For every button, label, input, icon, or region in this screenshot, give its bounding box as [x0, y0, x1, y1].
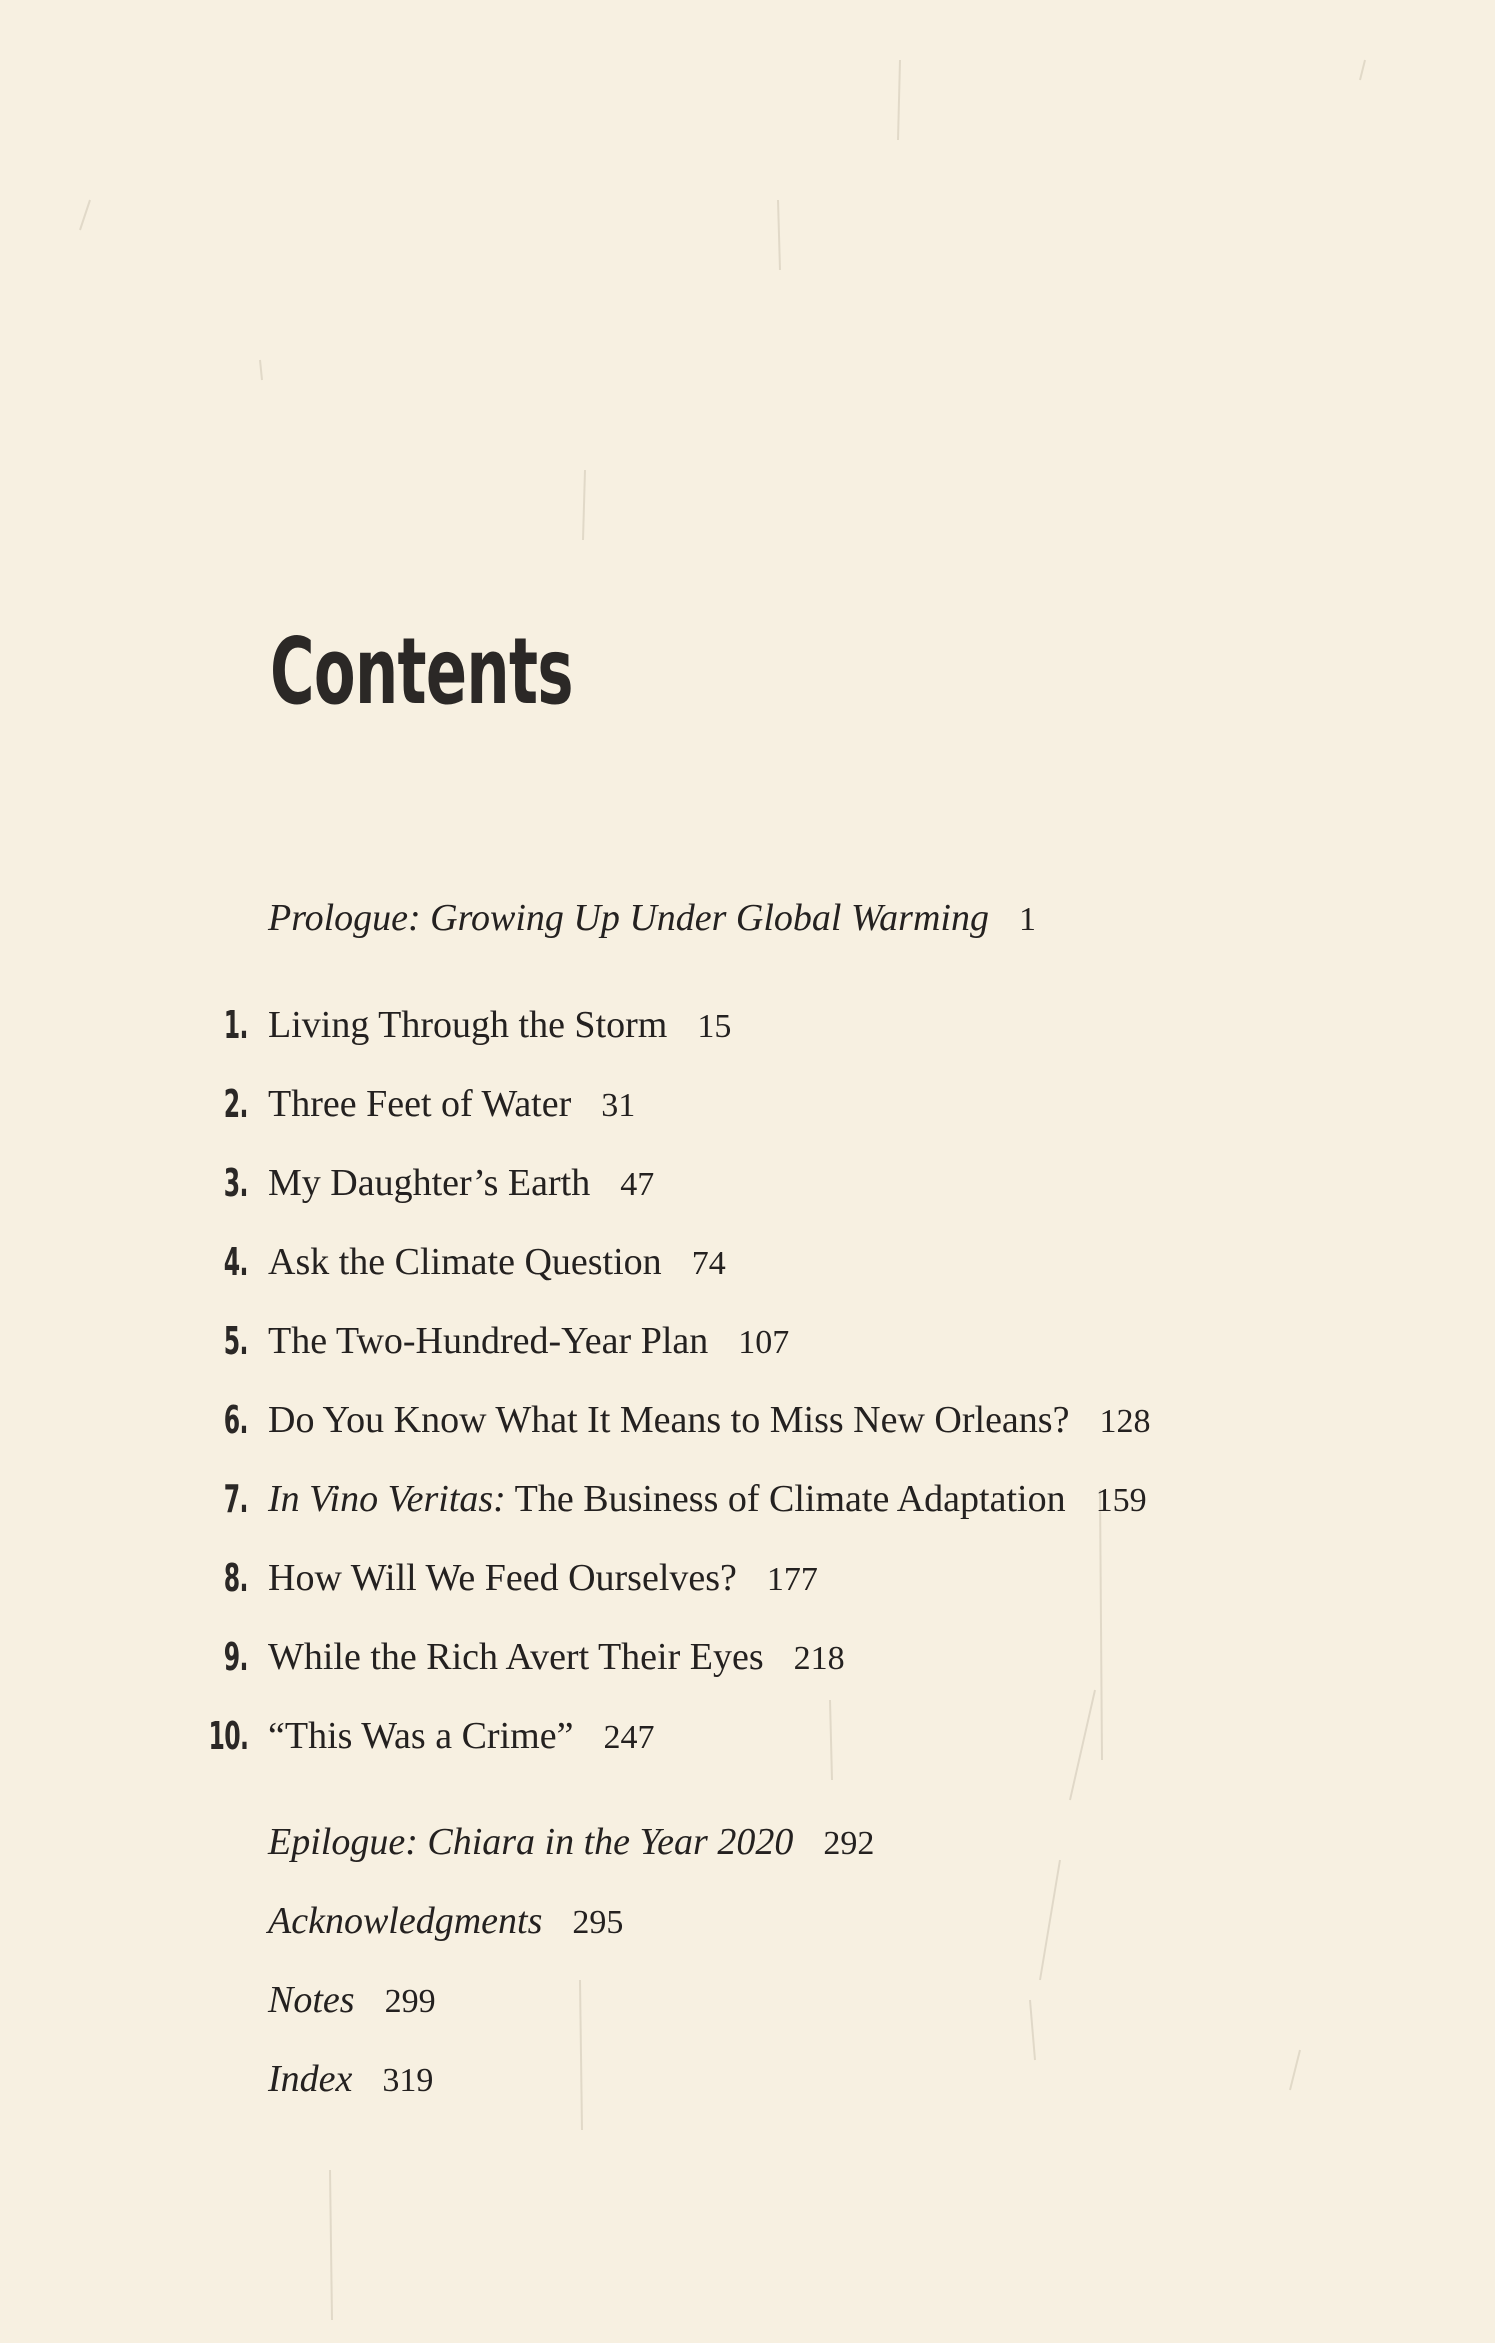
toc-entry-page: 47: [620, 1166, 655, 1203]
toc-entry-chapter-6[interactable]: [0, 1396, 1495, 1456]
toc-entry-title: “This Was a Crime” 247: [268, 1715, 655, 1757]
chapter-number: 4.: [223, 1240, 248, 1284]
toc-entry-index[interactable]: [0, 2055, 1495, 2115]
toc-entry-page: 107: [738, 1324, 790, 1361]
chapter-number: 9.: [223, 1635, 248, 1679]
toc-entry-title: Epilogue: Chiara in the Year 2020 292: [268, 1821, 875, 1863]
toc-entry-title: While the Rich Avert Their Eyes 218: [268, 1636, 845, 1678]
toc-entry-title: How Will We Feed Ourselves? 177: [268, 1557, 818, 1599]
chapter-number: 10.: [208, 1714, 248, 1758]
toc-entry-title: Acknowledgments 295: [268, 1900, 624, 1942]
toc-entry-chapter-1[interactable]: [0, 1001, 1495, 1061]
page-title: Contents: [270, 618, 573, 725]
chapter-number: 6.: [223, 1398, 248, 1442]
toc-entry-title: Do You Know What It Means to Miss New Orleans? 128: [268, 1399, 1151, 1441]
toc-entry-notes[interactable]: [0, 1976, 1495, 2036]
toc-entry-page: 247: [603, 1719, 655, 1756]
toc-entry-title: Ask the Climate Question 74: [268, 1241, 726, 1283]
toc-entry-chapter-5[interactable]: [0, 1317, 1495, 1377]
toc-entry-title: Prologue: Growing Up Under Global Warming 1: [268, 897, 1036, 939]
toc-entry-title: Notes 299: [268, 1979, 436, 2021]
chapter-number: 1.: [223, 1003, 248, 1047]
toc-entry-chapter-4[interactable]: [0, 1238, 1495, 1298]
chapter-number: 5.: [223, 1319, 248, 1363]
chapter-number: 2.: [223, 1082, 248, 1126]
toc-entry-page: 15: [697, 1008, 732, 1045]
toc-entry-page: 177: [766, 1561, 818, 1598]
toc-entry-chapter-9[interactable]: [0, 1633, 1495, 1693]
toc-entry-prologue[interactable]: [0, 894, 1495, 954]
toc-entry-page: 299: [384, 1983, 436, 2020]
toc-entry-title: Three Feet of Water 31: [268, 1083, 636, 1125]
toc-entry-page: 159: [1095, 1482, 1147, 1519]
toc-entry-page: 128: [1099, 1403, 1151, 1440]
toc-entry-page: 295: [572, 1904, 624, 1941]
toc-entry-page: 319: [382, 2062, 434, 2099]
toc-entry-title: My Daughter’s Earth 47: [268, 1162, 655, 1204]
chapter-number: 7.: [223, 1477, 248, 1521]
chapter-number: 3.: [223, 1161, 248, 1205]
chapter-number: 8.: [223, 1556, 248, 1600]
toc-entry-title: In Vino Veritas: The Business of Climate Adaptation 159: [268, 1478, 1147, 1520]
toc-entry-page: 74: [691, 1245, 726, 1282]
toc-entry-chapter-10[interactable]: [0, 1712, 1495, 1772]
toc-entry-page: 292: [823, 1825, 875, 1862]
toc-entry-epilogue[interactable]: [0, 1818, 1495, 1878]
toc-entry-chapter-2[interactable]: [0, 1080, 1495, 1140]
toc-entry-title: Living Through the Storm 15: [268, 1004, 732, 1046]
toc-entry-chapter-7[interactable]: [0, 1475, 1495, 1535]
toc-entry-page: 1: [1018, 901, 1036, 938]
toc-entry-page: 218: [793, 1640, 845, 1677]
toc-entry-page: 31: [601, 1087, 636, 1124]
toc-entry-acknowledgments[interactable]: [0, 1897, 1495, 1957]
toc-entry-chapter-3[interactable]: [0, 1159, 1495, 1219]
toc-entry-chapter-8[interactable]: [0, 1554, 1495, 1614]
toc-entry-title: The Two-Hundred-Year Plan 107: [268, 1320, 790, 1362]
toc-entry-title: Index 319: [268, 2058, 434, 2100]
